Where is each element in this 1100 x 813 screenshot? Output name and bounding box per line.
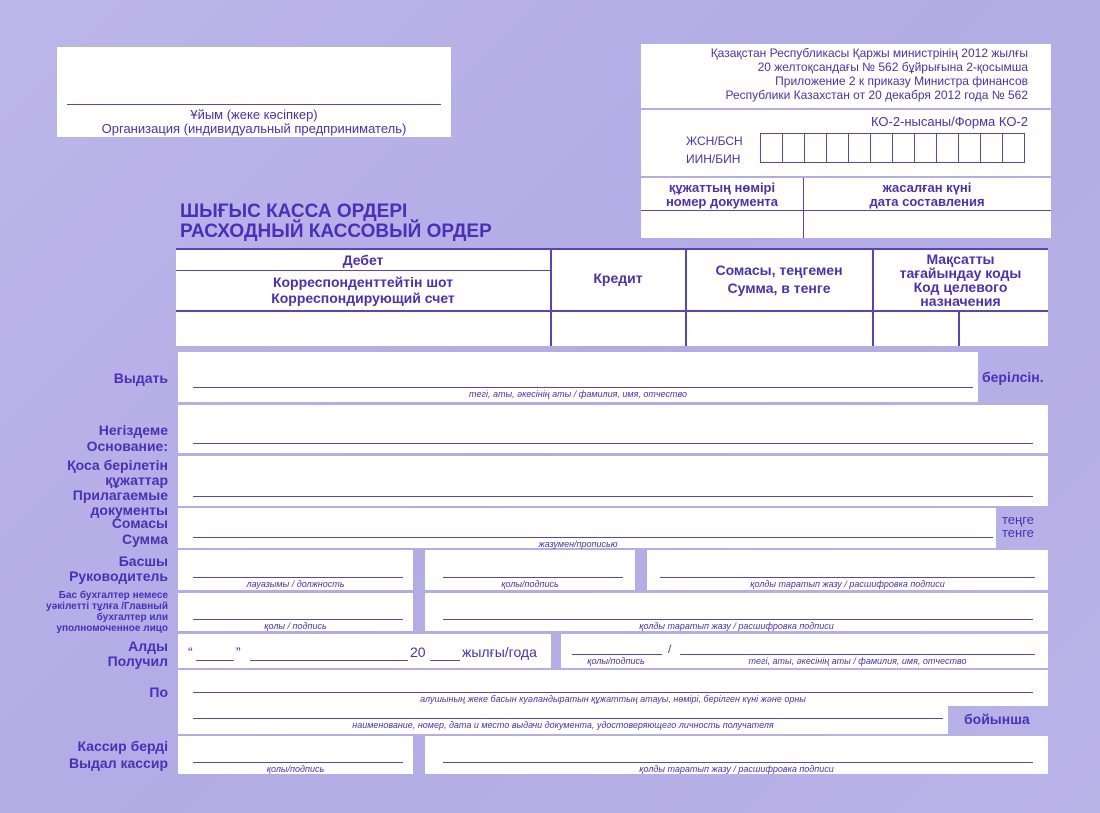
iin-cell[interactable] <box>827 133 849 163</box>
head-label-ru: Руководитель <box>69 568 168 584</box>
attached-label-ru2: документы <box>90 502 168 518</box>
received-label-kz: Алды <box>128 638 168 654</box>
by-caption-ru: наименование, номер, дата и место выдачи документа, удостоверяющего личность получателя <box>352 720 774 730</box>
received-year-line[interactable] <box>430 660 460 661</box>
received-year-prefix: 20 <box>410 644 426 660</box>
table-code-ru2: назначения <box>920 293 1001 309</box>
organization-label-kz: Ұйым (жеке кәсіпкер) <box>190 107 318 122</box>
attached-label-kz2: құжаттар <box>105 472 168 488</box>
accountant-decode-line <box>443 619 1033 620</box>
attached-label-ru1: Прилагаемые <box>72 487 168 503</box>
organization-input-line[interactable] <box>67 104 441 105</box>
doc-number-label-ru: номер документа <box>665 194 779 209</box>
table-credit-header: Кредит <box>593 270 643 286</box>
form-title-kz: ШЫҒЫС КАССА ОРДЕРІ <box>180 201 408 222</box>
table-corr-kz: Корреспонденттейтін шот <box>272 274 454 290</box>
accountant-label-3: бухгалтер или <box>96 612 168 623</box>
iin-cells[interactable] <box>760 133 1025 163</box>
table-code-ru1: Код целевого <box>913 279 1008 295</box>
amount-label-kz: Сомасы <box>111 515 168 531</box>
attached-label-kz1: Қоса берілетін <box>67 457 168 473</box>
received-label-ru: Получил <box>107 653 168 669</box>
iin-cell[interactable] <box>805 133 827 163</box>
head-position-caption: лауазымы / должность <box>246 579 345 589</box>
attached-line <box>193 496 1033 497</box>
iin-cell[interactable] <box>937 133 959 163</box>
table-corr-ru: Корреспондирующий счет <box>271 290 455 306</box>
doc-date-label-kz: жасалған күні <box>882 180 972 195</box>
head-decode-caption: қолды таратып жазу / расшифровка подписи <box>750 579 945 589</box>
iin-cell[interactable] <box>981 133 1003 163</box>
accountant-label-2: уәкілетті тұлға /Главный <box>46 601 168 612</box>
accountant-label-4: уполномоченное лицо <box>56 623 168 634</box>
form-title-ru: РАСХОДНЫЙ КАССОВЫЙ ОРДЕР <box>180 221 492 242</box>
appendix-line-1: Қазақстан Республикасы Қаржы министрінің 2012 жылғы <box>710 46 1028 60</box>
iin-cell[interactable] <box>893 133 915 163</box>
table-debit-header: Дебет <box>342 252 384 268</box>
basis-line <box>193 443 1033 444</box>
cashier-decode-caption: қолды таратып жазу / расшифровка подписи <box>639 764 834 774</box>
organization-label-ru: Организация (индивидуальный предприниматель) <box>101 121 407 136</box>
head-sign-caption: қолы/подпись <box>501 579 559 589</box>
table-cell-code-2[interactable] <box>961 312 1047 345</box>
by-line-2 <box>193 718 943 719</box>
iin-cell[interactable] <box>761 133 783 163</box>
received-quote-open: “ <box>188 644 193 660</box>
received-slash: / <box>668 642 672 656</box>
by-line-1 <box>193 692 1033 693</box>
table-cell-sum[interactable] <box>688 312 871 345</box>
amount-line <box>193 537 993 538</box>
amount-label-ru: Сумма <box>121 531 168 547</box>
received-quote-close: ” <box>236 644 241 660</box>
head-decode-line <box>660 577 1035 578</box>
cashier-sign-caption: қолы/подпись <box>266 764 325 774</box>
received-sign-caption: қолы/подпись <box>587 656 645 666</box>
issue-label: Выдать <box>113 370 168 386</box>
issue-suffix: берілсін. <box>982 369 1044 385</box>
accountant-decode-caption: қолды таратып жазу / расшифровка подписи <box>639 621 834 631</box>
amount-caption: жазумен/прописью <box>538 539 618 549</box>
accountant-sign-line <box>193 619 403 620</box>
received-sign-line <box>572 654 662 655</box>
iin-cell[interactable] <box>783 133 805 163</box>
appendix-line-2: 20 желтоқсандағы № 562 бұйрығына 2-қосымша <box>757 60 1028 74</box>
iin-cell[interactable] <box>849 133 871 163</box>
table-col-4 <box>958 310 960 346</box>
table-debit-sep <box>176 270 550 271</box>
by-label: По <box>149 684 168 700</box>
accountant-sign-caption: қолы / подпись <box>264 621 327 631</box>
doc-date-label-ru: дата составления <box>869 194 985 209</box>
table-sum-kz: Сомасы, теңгемен <box>715 262 843 278</box>
iin-cell[interactable] <box>871 133 893 163</box>
cashier-sign-line <box>193 762 403 763</box>
basis-label-kz: Негіздеме <box>98 422 168 438</box>
iin-cell[interactable] <box>1003 133 1025 163</box>
issue-caption: тегі, аты, әкесінің аты / фамилия, имя, отчество <box>469 389 687 399</box>
cashier-label-ru: Выдал кассир <box>68 755 168 771</box>
cashier-label-kz: Кассир берді <box>77 738 168 754</box>
accountant-label-1: Бас бухгалтер немесе <box>58 590 168 601</box>
appendix-line-3: Приложение 2 к приказу Министра финансов <box>775 74 1028 88</box>
head-label-kz: Басшы <box>118 553 168 569</box>
table-code-kz2: тағайындау коды <box>899 265 1022 281</box>
table-sum-ru: Сумма, в тенге <box>727 280 831 296</box>
iin-label-kz: ЖСН/БСН <box>686 134 743 148</box>
iin-label-ru: ИИН/БИН <box>686 152 741 166</box>
table-code-kz1: Мақсатты <box>926 251 995 267</box>
basis-label-ru: Основание: <box>86 438 168 454</box>
received-year-label: жылғы/года <box>462 644 537 660</box>
table-top-line <box>176 248 1048 250</box>
iin-cell[interactable] <box>959 133 981 163</box>
appendix-line-4: Республики Казахстан от 20 декабря 2012 года № 562 <box>725 88 1028 102</box>
received-name-line <box>680 654 1035 655</box>
by-suffix: бойынша <box>964 711 1030 727</box>
iin-cell[interactable] <box>915 133 937 163</box>
by-caption-kz: алушының жеке басын куәландыратын құжаттың атауы, нөмірі, берілген күні және орны <box>420 694 806 704</box>
issue-line <box>193 387 973 388</box>
doc-header-line <box>641 210 1051 211</box>
amount-tenge-kz: теңге <box>1002 512 1034 527</box>
form-code: КО-2-нысаны/Форма КО-2 <box>870 114 1028 129</box>
basis-field[interactable] <box>178 405 1048 453</box>
received-name-caption: тегі, аты, әкесінің аты / фамилия, имя, отчество <box>748 656 967 666</box>
cashier-decode-line <box>443 762 1033 763</box>
doc-number-label-kz: құжаттың нөмірі <box>668 180 776 195</box>
head-position-line <box>193 577 403 578</box>
table-cell-credit[interactable] <box>553 312 684 345</box>
received-day-line[interactable] <box>196 660 234 661</box>
amount-tenge-ru: тенге <box>1002 525 1034 540</box>
head-sign-line <box>443 577 623 578</box>
table-cell-code-1[interactable] <box>875 312 957 345</box>
table-cell-debit[interactable] <box>178 312 549 345</box>
attached-field[interactable] <box>178 456 1048 506</box>
table-col-1 <box>550 248 552 346</box>
received-month-line[interactable] <box>250 660 408 661</box>
